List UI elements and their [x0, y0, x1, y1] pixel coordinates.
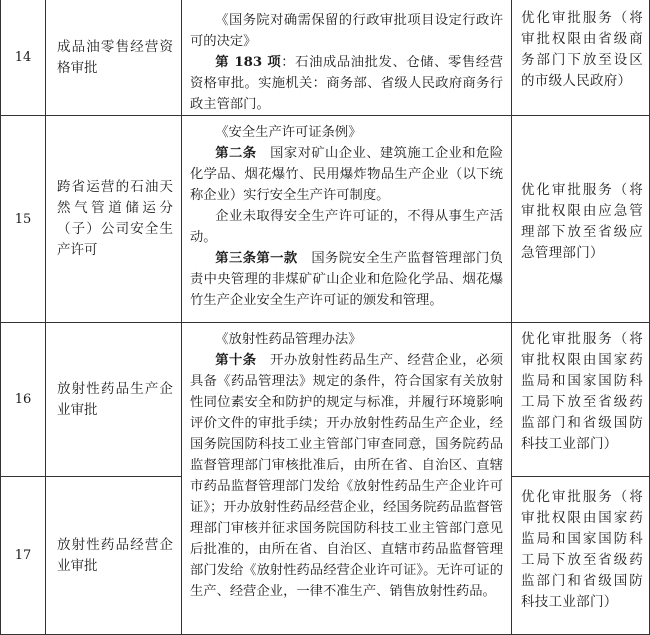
article-text: ：石油成品油批发、仓储、零售经营资格审批。实施机关：商务部、省级人民政府商务行政主管部门。 [190, 55, 504, 112]
article-text: 国务院安全生产监督管理部门负责中央管理的非煤矿矿山企业和危险化学品、烟花爆竹生产企业安全生产许可证的颁发和管理。 [190, 251, 504, 308]
law-article [190, 52, 503, 115]
item-name [46, 323, 181, 476]
item-name [46, 116, 181, 322]
law-title: 《国务院对确需保留的行政审批项目设定行政许可的决定》 [190, 13, 503, 49]
law-article [190, 143, 503, 206]
reform-measure: 优化审批服务（将审批权限由国家药监局和国家国防科工局下放至省级药监部门和省级国防科技工业部门） [521, 331, 643, 452]
item-name-text: 放射性药品经营企业审批 [57, 536, 173, 574]
item-name [46, 0, 181, 115]
law-title: 《安全生产许可证条例》 [215, 125, 362, 140]
article-label: 第十条 [215, 353, 257, 368]
article-label: 第二条 [215, 146, 257, 161]
legal-basis [182, 8, 511, 115]
item-name [46, 477, 181, 634]
row-number: 16 [14, 392, 32, 407]
article-label: 第 183 项 [215, 55, 282, 70]
reform-measure: 优化审批服务（将审批权限由应急管理部下放至省级应急管理部门） [521, 182, 643, 261]
row-number: 15 [14, 211, 32, 227]
legal-basis [182, 327, 511, 634]
item-name-text: 跨省运营的石油天然气管道储运分（子）公司安全生产许可 [57, 179, 173, 258]
article-text: 开办放射性药品生产、经营企业，必须具备《药品管理法》规定的条件，符合国家有关放射性同位素安全和防护的规定与标准，并履行环境影响评价文件的审批手续；开办放射性药品生产企业，经国务院国防科技工业主管部门审查同意，国务院药品监督管理部门审核批准后，由所在省、自治区、直辖市药品监督管理部门发给《放射性药品生产企业许可证》；开办放射性药品经营企业，经国务院药品监督管理部门审核并征求国务院国防科技工业主管部门意见后批准的，由所在省、自治区、直辖市药品监督管理部门发给《放射性药品经营企业许可证》。无许可证的生产、经营企业，一律不准生产、销售放射性药品。 [190, 353, 504, 599]
reform-measure: 优化审批服务（将审批权限由省级商务部门下放至设区的市级人民政府） [521, 10, 643, 89]
reform-measure: 优化审批服务（将审批权限由国家药监局和国家国防科工局下放至省级药监部门和省级国防科技工业部门） [521, 489, 643, 610]
item-name-text: 成品油零售经营资格审批 [57, 38, 173, 76]
row-number: 14 [14, 50, 32, 65]
article-label: 第三条第一款 [215, 251, 298, 266]
article-text: 国家对矿山企业、建筑施工企业和危险化学品、烟花爆竹、民用爆炸物品生产企业（以下统称企业）实行安全生产许可制度。 [190, 146, 504, 203]
legal-basis [182, 120, 511, 322]
row-number: 17 [14, 548, 32, 563]
article-text: 企业未取得安全生产许可证的，不得从事生产活动。 [190, 209, 503, 245]
item-name-text: 放射性药品生产企业审批 [57, 380, 173, 418]
law-article [190, 350, 503, 602]
law-title: 《放射性药品管理办法》 [215, 332, 362, 347]
law-article [190, 248, 503, 311]
law-article [190, 206, 503, 248]
